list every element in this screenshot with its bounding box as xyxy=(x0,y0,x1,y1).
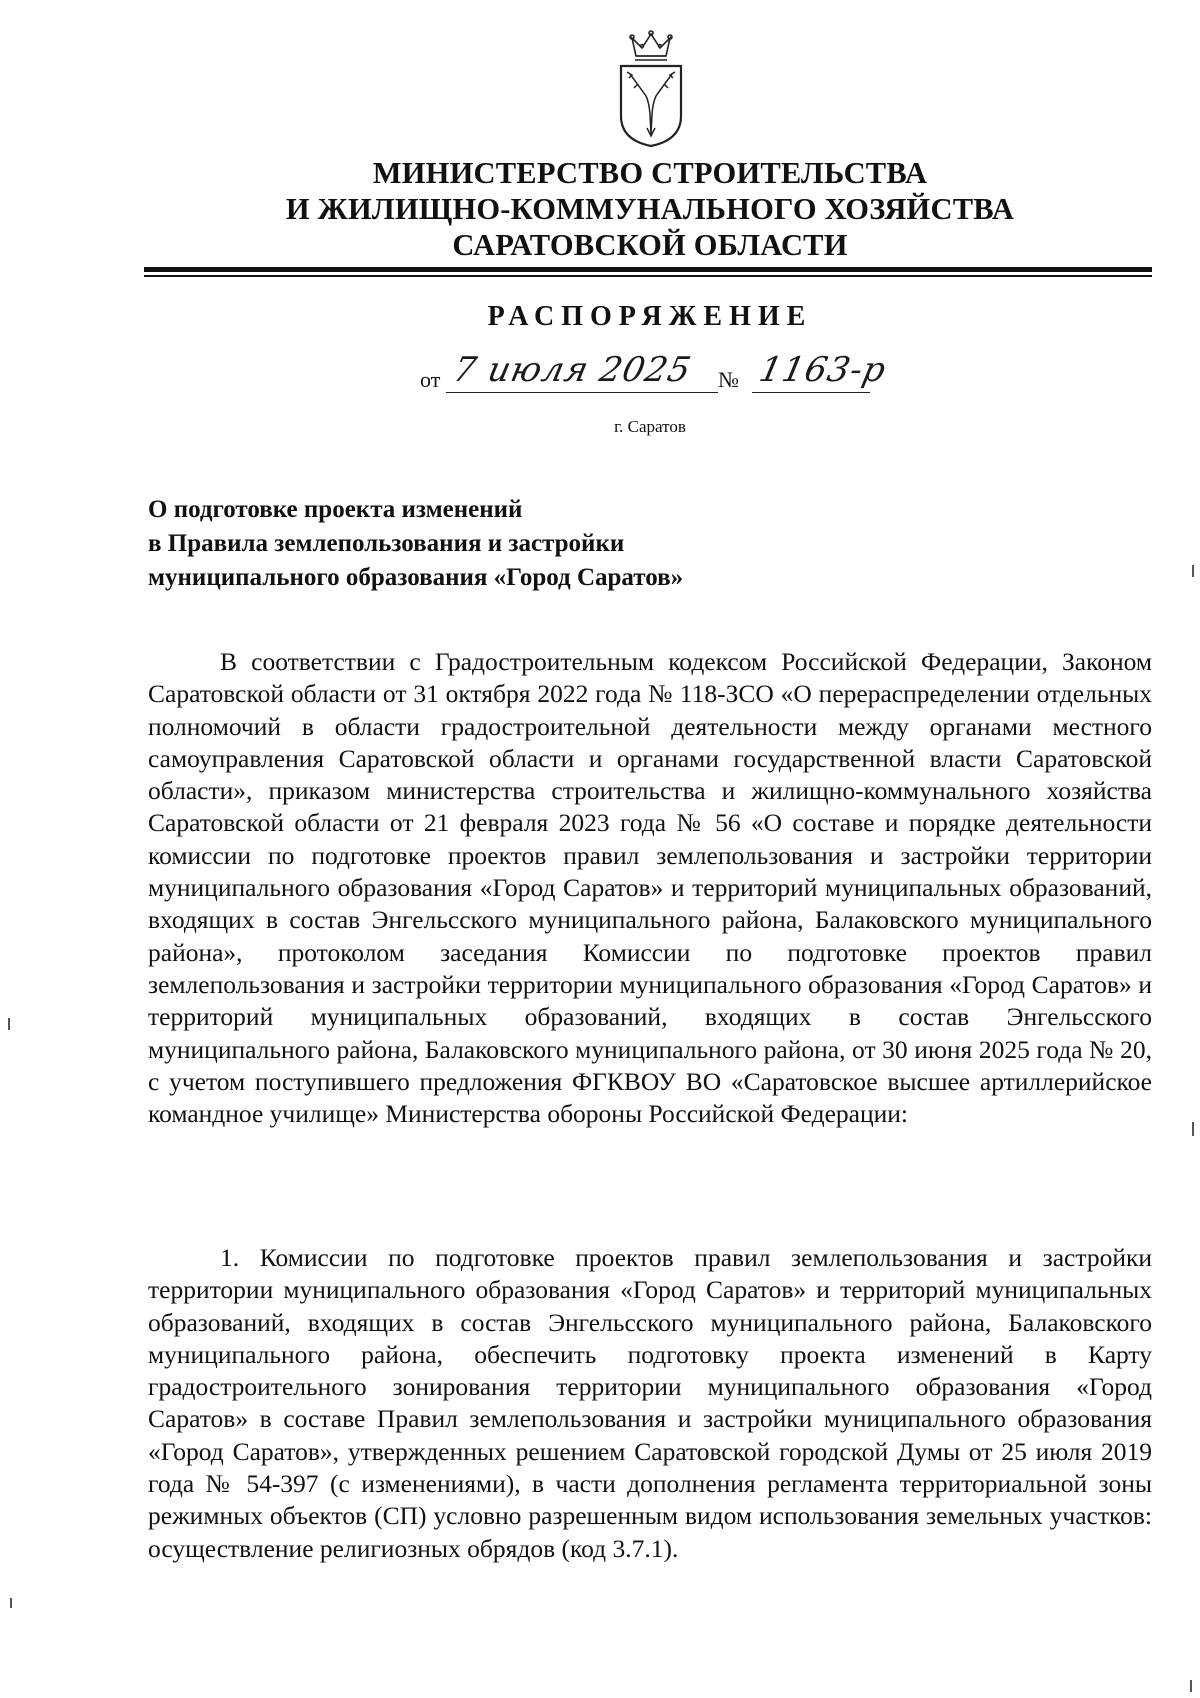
coat-of-arms-icon xyxy=(616,30,686,148)
city-label: г. Саратов xyxy=(614,417,686,436)
scan-mark xyxy=(10,1598,12,1608)
handwritten-number: 1163-р xyxy=(755,350,891,390)
subject-line-1: О подготовке проекта изменений xyxy=(148,496,523,523)
ministry-name-line-2: И ЖИЛИЩНО-КОММУНАЛЬНОГО ХОЗЯЙСТВА xyxy=(285,192,1015,226)
subject-line-3: муниципального образования «Город Саратов» xyxy=(148,564,684,591)
subject-line-2: в Правила землепользования и застройки xyxy=(148,530,625,557)
scan-mark xyxy=(1192,565,1194,577)
date-prefix: от xyxy=(420,367,441,392)
date-underline xyxy=(446,392,718,393)
header-divider-thin xyxy=(144,275,1152,277)
header-divider-thick xyxy=(144,267,1152,272)
body-paragraph-preamble: В соответствии с Градостроительным кодексом Российской Федерации, Законом Саратовской области от 31 октября 2022 года № 118-ЗСО «О перераспределении отдельных полномочий в области градостроительной деятельности между органами местного самоуправления Саратовской области и органами государственной власти Саратовской области», приказом министерства строительства и жилищно-коммунального хозяйства Саратовской области от 21 февраля 2023 года № 56 «О составе и порядке деятельности комиссии по подготовке проектов правил землепользования и застройки территории муниципального образования «Город Саратов» и территорий муниципальных образований, входящих в состав Энгельсского муниципального района, Балаковского муниципального района», протоколом заседания Комиссии по подготовке проектов правил землепользования и застройки территории муниципального образования «Город Саратов» и территорий муниципальных образований, входящих в состав Энгельсского муниципального района, Балаковского муниципального района, от 30 июня 2025 года № 20, с учетом поступившего предложения ФГКВОУ ВО «Саратовское высшее артиллерийское командное училище» Министерства обороны Российской Федерации: xyxy=(148,647,1152,1129)
body-paragraph-item-1: 1. Комиссии по подготовке проектов правил землепользования и застройки территории муниципального образования «Город Саратов» и территорий муниципальных образований, входящих в состав Энгельсского муниципального района, Балаковского муниципального района, обеспечить подготовку проекта изменений в Карту градостроительного зонирования территории муниципального образования «Город Саратов» в составе Правил землепользования и застройки муниципального образования «Город Саратов», утвержденных решением Саратовской городской Думы от 25 июля 2019 года № 54-397 (с изменениями), в части дополнения регламента территориальной зоны режимных объектов (СП) условно разрешенным видом использования земельных участков: осуществление религиозных обрядов (код 3.7.1). xyxy=(148,1243,1152,1563)
scan-mark xyxy=(1192,1122,1194,1136)
handwritten-date: 7 июля 2025 xyxy=(449,350,696,390)
document-type-title: РАСПОРЯЖЕНИЕ xyxy=(487,301,813,332)
date-number-line xyxy=(420,350,920,398)
ministry-header xyxy=(140,155,1160,263)
number-prefix: № xyxy=(718,367,739,392)
number-underline xyxy=(752,392,870,393)
scan-mark xyxy=(1190,1680,1192,1692)
ministry-name-line-1: МИНИСТЕРСТВО СТРОИТЕЛЬСТВА xyxy=(372,156,928,190)
scan-mark xyxy=(8,1018,10,1030)
ministry-name-line-3: САРАТОВСКОЙ ОБЛАСТИ xyxy=(452,228,848,262)
document-subject xyxy=(148,493,948,595)
